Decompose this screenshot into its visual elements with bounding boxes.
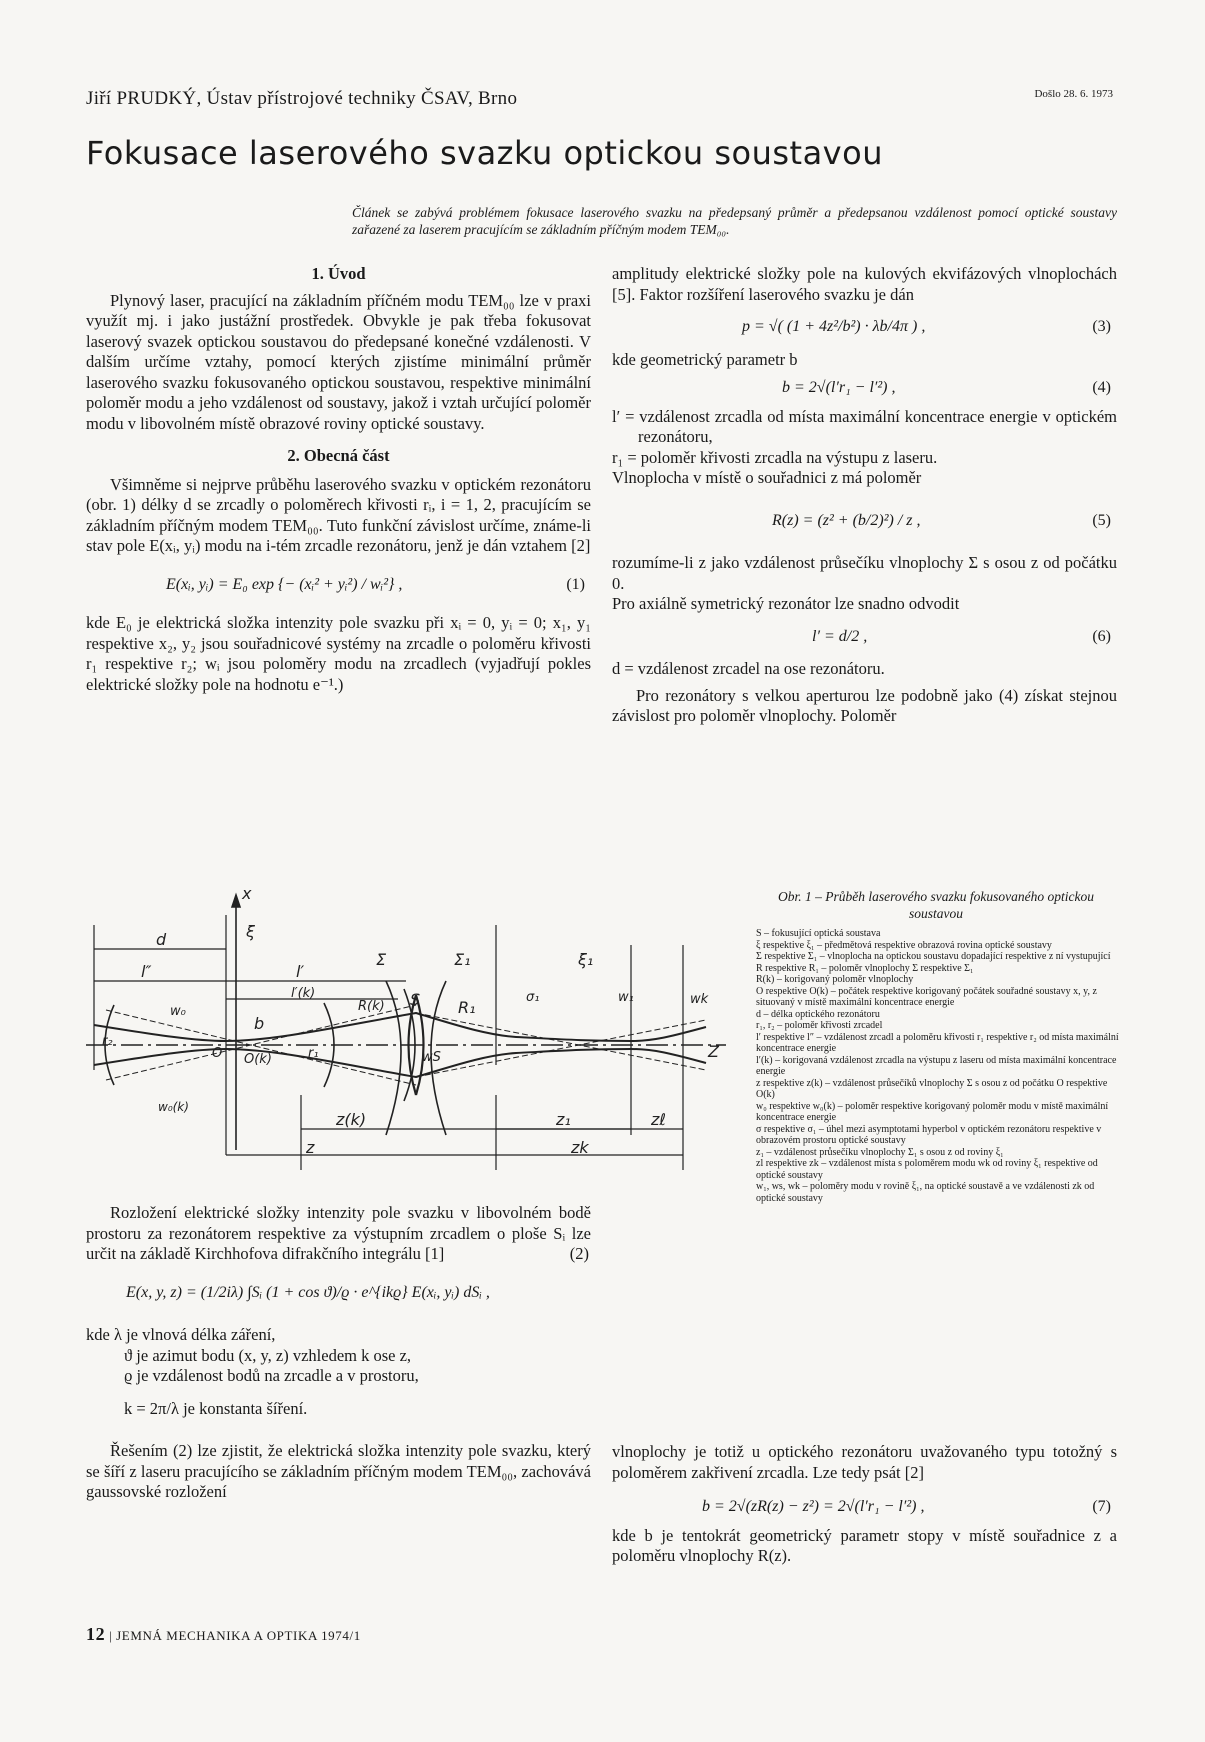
- solution-paragraph: Řešením (2) lze zjistit, že elektrická složka intenzity pole svazku, který se šíří z laseru pracujícího se základním příčným modem TEM₀₀, zachovává gaussovské rozložení: [86, 1441, 591, 1501]
- label-lk: l′(k): [291, 986, 316, 1001]
- label-b: b: [254, 1014, 265, 1033]
- equation-2-number: (2): [569, 1244, 589, 1263]
- rc-paragraph-2: kde geometrický parametr b: [612, 349, 798, 369]
- abstract: Článek se zabývá problémem fokusace laserového svazku na předepsaný průměr a předepsanou vzdálenost pomocí optické soustavy zařazené za laserem pracujícím se základním příčným modem TEM₀₀.: [352, 205, 1117, 237]
- footer-divider: |: [109, 1628, 117, 1643]
- equation-6-body: l′ = d/2 ,: [812, 627, 868, 645]
- figure-legend: [756, 928, 1121, 1204]
- label-zl: zℓ: [651, 1110, 667, 1129]
- journal-name: JEMNÁ MECHANIKA A OPTIKA 1974/1: [116, 1628, 361, 1643]
- equation-4: [782, 378, 1117, 399]
- definition-r1: r₁ = poloměr křivosti zrcadla na výstupu z laseru.: [612, 447, 938, 467]
- equation-7-number: (7): [1092, 1498, 1111, 1515]
- label-x: x: [242, 885, 252, 903]
- rc-paragraph-4: rozumíme-li z jako vzdálenost průsečíku vlnoplochy Σ s osou z od počátku 0.: [612, 553, 1117, 593]
- where-theta: ϑ je azimut bodu (x, y, z) vzhledem k ose z,: [124, 1345, 412, 1365]
- rc-paragraph-5: Pro axiálně symetrický rezonátor lze snadno odvodit: [612, 594, 960, 613]
- equation-3-body: p = √( (1 + 4z²/b²) · λb/4π ) ,: [742, 318, 926, 335]
- equation-5: [772, 511, 1117, 532]
- label-d: d: [156, 930, 167, 949]
- label-sigma: Σ: [376, 950, 387, 969]
- label-wk: wk: [690, 992, 709, 1007]
- where-lambda: kde λ je vlnová délka záření,: [86, 1325, 276, 1344]
- equation-7-body: b = 2√(zR(z) − z²) = 2√(l′r₁ − l′²) ,: [702, 1498, 925, 1515]
- label-r1: r₁: [308, 1046, 319, 1061]
- definition-l: l′ = vzdálenost zrcadla od místa maximální koncentrace energie v optickém rezonátoru,: [612, 406, 1117, 446]
- section-1-heading: 1. Úvod: [311, 264, 366, 283]
- legend-item: σ respektive σ₁ – úhel mezi asymptotami hyperbol v optickém rezonátoru respektive v obrazovém prostoru optické soustavy: [756, 1123, 1102, 1146]
- label-r1-radius: R₁: [458, 998, 476, 1017]
- equation-5-body: R(z) = (z² + (b/2)²) / z ,: [772, 511, 921, 529]
- equation-3: [742, 317, 1117, 338]
- figure-1-diagram: [86, 885, 756, 1195]
- article-title: Fokusace laserového svazku optickou soustavou: [86, 134, 883, 172]
- rc-paragraph-7: vlnoplochy je totiž u optického rezonátoru uvažovaného typu totožný s poloměrem zakřivení zrcadla. Lze tedy psát [2]: [612, 1442, 1117, 1482]
- where-rho: ϱ je vzdálenost bodů na zrcadle a v prostoru,: [124, 1366, 419, 1385]
- label-s: S: [410, 990, 421, 1009]
- label-zk-dim: z(k): [336, 1110, 367, 1129]
- equation-4-body: b = 2√(l′r₁ − l′²) ,: [782, 379, 896, 396]
- definition-d: d = vzdálenost zrcadel na ose rezonátoru.: [612, 659, 885, 678]
- equation-5-number: (5): [1092, 511, 1111, 529]
- equation-6-number: (6): [1092, 627, 1111, 645]
- left-column-top: [86, 264, 591, 695]
- label-zk: zk: [571, 1138, 589, 1157]
- legend-item: ξ respektive ξ₁ – předmětová respektive obrazová rovina optické soustavy: [756, 939, 1052, 951]
- wavefronts: [105, 981, 446, 1135]
- label-w1: w₁: [618, 990, 634, 1005]
- legend-item: l′ respektive l″ – vzdálenost zrcadl a poloměru křivosti r₁ respektive r₂ od místa maximální koncentrace energie: [756, 1031, 1119, 1054]
- legend-item: z respektive z(k) – vzdálenost průsečíků vlnoplochy Σ s osou z od počátku O respektive O(k): [756, 1077, 1108, 1100]
- legend-item: R(k) – korigovaný poloměr vlnoplochy: [756, 974, 914, 985]
- dimension-lines: [94, 915, 683, 1170]
- legend-item: z₁ – vzdálenost průsečíku vlnoplochy Σ₁ s osou z od roviny ξ₁: [756, 1146, 1004, 1158]
- left-column-bottom: [86, 1203, 591, 1503]
- equation-2: [126, 1283, 591, 1304]
- label-r2: r₂: [102, 1034, 113, 1049]
- legend-item: r₁, r₂ – poloměr křivosti zrcadel: [756, 1020, 883, 1031]
- page-number: 12: [86, 1624, 106, 1644]
- rc-paragraph-3: Vlnoplocha v místě o souřadnici z má poloměr: [612, 468, 922, 487]
- right-column-bottom: [612, 1442, 1117, 1567]
- legend-item: d – délka optického rezonátoru: [756, 1008, 880, 1020]
- equation-1: [166, 575, 591, 596]
- equation-1-body: E(xᵢ, yᵢ) = E₀ exp {− (xᵢ² + yᵢ²) / wᵢ²} ,: [166, 575, 403, 593]
- label-sigma1-angle: σ₁: [526, 990, 540, 1005]
- label-xi: ξ: [246, 922, 255, 941]
- rc-paragraph-6: Pro rezonátory s velkou aperturou lze podobně jako (4) získat stejnou závislost pro poloměr vlnoplochy. Poloměr: [612, 685, 1117, 725]
- label-l2: l″: [141, 962, 152, 981]
- legend-item: R respektive R₁ – poloměr vlnoplochy Σ respektive Σ₁: [756, 962, 974, 974]
- equation-7: [702, 1497, 1117, 1518]
- label-xi1: ξ₁: [578, 950, 594, 969]
- legend-item: l′(k) – korigovaná vzdálenost zrcadla na výstupu z laseru od místa maximální koncentrace energie: [756, 1054, 1117, 1077]
- label-rk: R(k): [358, 999, 385, 1014]
- legend-item: w₁, ws, wk – poloměry modu v rovině ξ₁, na optické soustavě a ve vzdálenosti zk od optické soustavy: [756, 1181, 1095, 1204]
- label-ok: O(k): [244, 1052, 272, 1067]
- page-footer: [86, 1624, 361, 1645]
- legend-item: zl respektive zk – vzdálenost místa s poloměrem modu wk od roviny ξ₁ respektive od optické soustavy: [756, 1158, 1098, 1181]
- received-date: Došlo 28. 6. 1973: [1034, 88, 1113, 100]
- legend-item: w₀ respektive w₀(k) – poloměr respektive korigovaný poloměr modu v místě maximální koncentrace energie: [756, 1100, 1109, 1123]
- reference-planes: [232, 895, 240, 1150]
- equation-4-number: (4): [1092, 379, 1111, 396]
- right-column-top: [612, 264, 1117, 727]
- label-z: z: [306, 1138, 315, 1157]
- rc-paragraph-1: amplitudy elektrické složky pole na kulových ekvifázových vlnoplochách [5]. Faktor rozšíření laserového svazku je dán: [612, 264, 1117, 304]
- figure-caption: Obr. 1 – Průběh laserového svazku fokusovaného optickou soustavou: [778, 889, 1094, 921]
- label-z-axis: Z: [708, 1042, 719, 1061]
- label-ws: wS: [422, 1050, 441, 1065]
- where-k: k = 2π/λ je konstanta šíření.: [124, 1398, 308, 1418]
- kirchhoff-paragraph: Rozložení elektrické složky intenzity pole svazku v libovolném bodě prostoru za rezonátorem respektive za výstupním zrcadlem o ploše Sᵢ lze určit na základě Kirchhofova difrakčního integrálu [1]: [86, 1203, 591, 1263]
- section-2-paragraph: Všimněme si nejprve průběhu laserového svazku v optickém rezonátoru (obr. 1) délky d se zrcadly o poloměrech křivosti rᵢ, i = 1, 2, pracujícím se základním příčným modem TEM₀₀. Tuto funkční závislost určíme, známe-li stav pole E(xᵢ, yᵢ) modu na i-tém zrcadle rezonátoru, jenž je dán vztahem [2]: [86, 474, 591, 555]
- section-1-paragraph: Plynový laser, pracující na základním příčném modu TEM₀₀ lze v praxi využít mj. i jako justážní prostředek. Obvykle je pak třeba fokusovat laserový svazek optickou soustavou do předepsané konečné vzdálenosti. V dalším určíme vztahy, pomocí kterých zjistíme minimální průměr laserového svazku fokusovaného optickou soustavou, respektive minimální poloměr modu a jeho vzdálenost od soustavy, jakož i vztah určující poloměr modu v libovolném místě obrazové roviny optické soustavy.: [86, 290, 591, 433]
- label-z1: z₁: [556, 1110, 571, 1129]
- author-line: Jiří PRUDKÝ, Ústav přístrojové techniky ČSAV, Brno: [86, 88, 518, 109]
- rc-paragraph-8: kde b je tentokrát geometrický parametr stopy v místě souřadnice z a poloměru vlnoplochy R(z).: [612, 1525, 1117, 1565]
- label-o: O: [212, 1046, 223, 1061]
- section-2-heading: 2. Obecná část: [287, 446, 390, 465]
- section-2-paragraph-2: kde E₀ je elektrická složka intenzity pole svazku při xᵢ = 0, yᵢ = 0; x₁, y₁ respektive x₂, y₂ jsou souřadnicové systémy na zrcadle o poloměru křivosti r₁ respektive r₂; wᵢ jsou poloměry modu na zrcadlech (vyjadřují pokles elektrické složky pole na hodnotu e⁻¹.): [86, 613, 591, 694]
- equation-3-number: (3): [1092, 318, 1111, 335]
- equation-6: [812, 627, 1117, 648]
- label-l1: l′: [296, 962, 305, 981]
- legend-item: O respektive O(k) – počátek respektive korigovaný počátek souřadné soustavy x, y, z situovaný v místě maximální koncentrace energie: [756, 985, 1097, 1008]
- legend-item: Σ respektive Σ₁ – vlnoplocha na optickou soustavu dopadající respektive z ní vystupující: [756, 951, 1111, 962]
- label-w0: w₀: [170, 1004, 186, 1019]
- legend-item: S – fokusující optická soustava: [756, 928, 881, 939]
- equation-2-body: E(x, y, z) = (1/2iλ) ∫Sᵢ (1 + cos ϑ)/ϱ · e^{ikϱ} E(xᵢ, yᵢ) dSᵢ ,: [126, 1283, 490, 1301]
- label-sigma1: Σ₁: [454, 950, 471, 969]
- equation-1-number: (1): [566, 575, 585, 593]
- label-w0k: w₀(k): [158, 1100, 189, 1114]
